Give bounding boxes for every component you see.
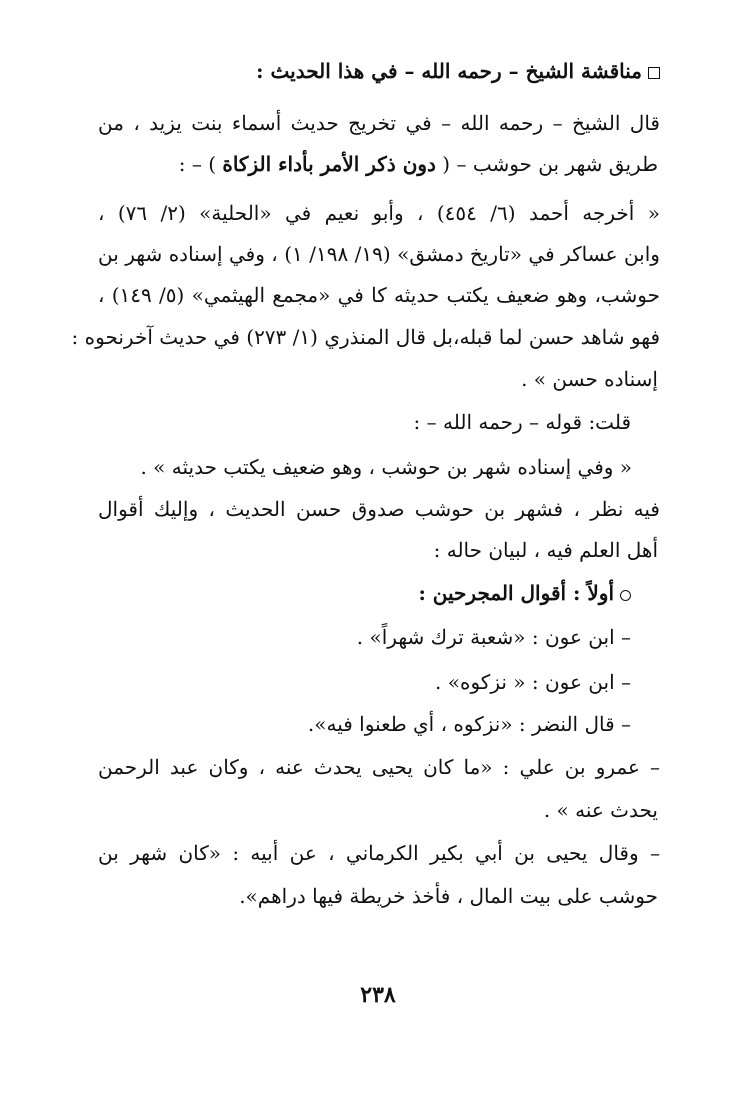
text-line: إسناده حسن » . [521, 367, 658, 391]
text-line: حوشب على بيت المال ، فأخذ خريطة فيها دراهم». [239, 884, 658, 908]
text-line: يحدث عنه » . [543, 798, 658, 822]
list-item: – وقال يحيى بن أبي بكير الكرماني ، عن أبيه : «كان شهر بن [98, 841, 660, 865]
text-line: طريق شهر بن حوشب – ( دون ذكر الأمر بأداء الزكاة ) – : [178, 152, 658, 176]
emphasis-text: دون ذكر الأمر بأداء الزكاة [222, 152, 436, 176]
square-bullet-icon [648, 67, 660, 79]
text-line: « أخرجه أحمد (٦/ ٤٥٤) ، وأبو نعيم في «الحلية» (٢/ ٧٦) ، [98, 201, 660, 225]
list-item: – ابن عون : «شعبة ترك شهراً» . [356, 625, 631, 649]
text-line: فيه نظر ، فشهر بن حوشب صدوق حسن الحديث ، وإليك أقوال [98, 497, 660, 521]
text-line: حوشب، وهو ضعيف يكتب حديثه كا في «مجمع الهيثمي» (٥/ ١٤٩) ، [98, 283, 660, 307]
text-line: قال الشيخ – رحمه الله – في تخريج حديث أسماء بنت يزيد ، من [98, 111, 660, 135]
quote-line: « وفي إسناده شهر بن حوشب ، وهو ضعيف يكتب حديثه » . [140, 455, 632, 479]
text-line: قلت: قوله – رحمه الله – : [413, 410, 631, 434]
page-number: ٢٣٨ [360, 982, 396, 1008]
subsection-heading: أولاً : أقوال المجرحين : [418, 578, 631, 608]
text-line: أهل العلم فيه ، لبيان حاله : [433, 538, 658, 562]
list-item: – قال النضر : «نزكوه ، أي طعنوا فيه». [307, 712, 631, 736]
list-item: – عمرو بن علي : «ما كان يحيى يحدث عنه ، وكان عبد الرحمن [98, 755, 660, 779]
text-line: وابن عساكر في «تاريخ دمشق» (١٩/ ١٩٨/ ١) ، وفي إسناده شهر بن [98, 242, 660, 266]
circle-bullet-icon [620, 590, 631, 601]
section-heading: مناقشة الشيخ – رحمه الله – في هذا الحديث : [256, 56, 660, 86]
list-item: – ابن عون : « نزكوه» . [435, 670, 631, 694]
text-line: فهو شاهد حسن لما قبله،بل قال المنذري (١/ ٢٧٣) في حديث آخرنحوه : [71, 325, 660, 349]
